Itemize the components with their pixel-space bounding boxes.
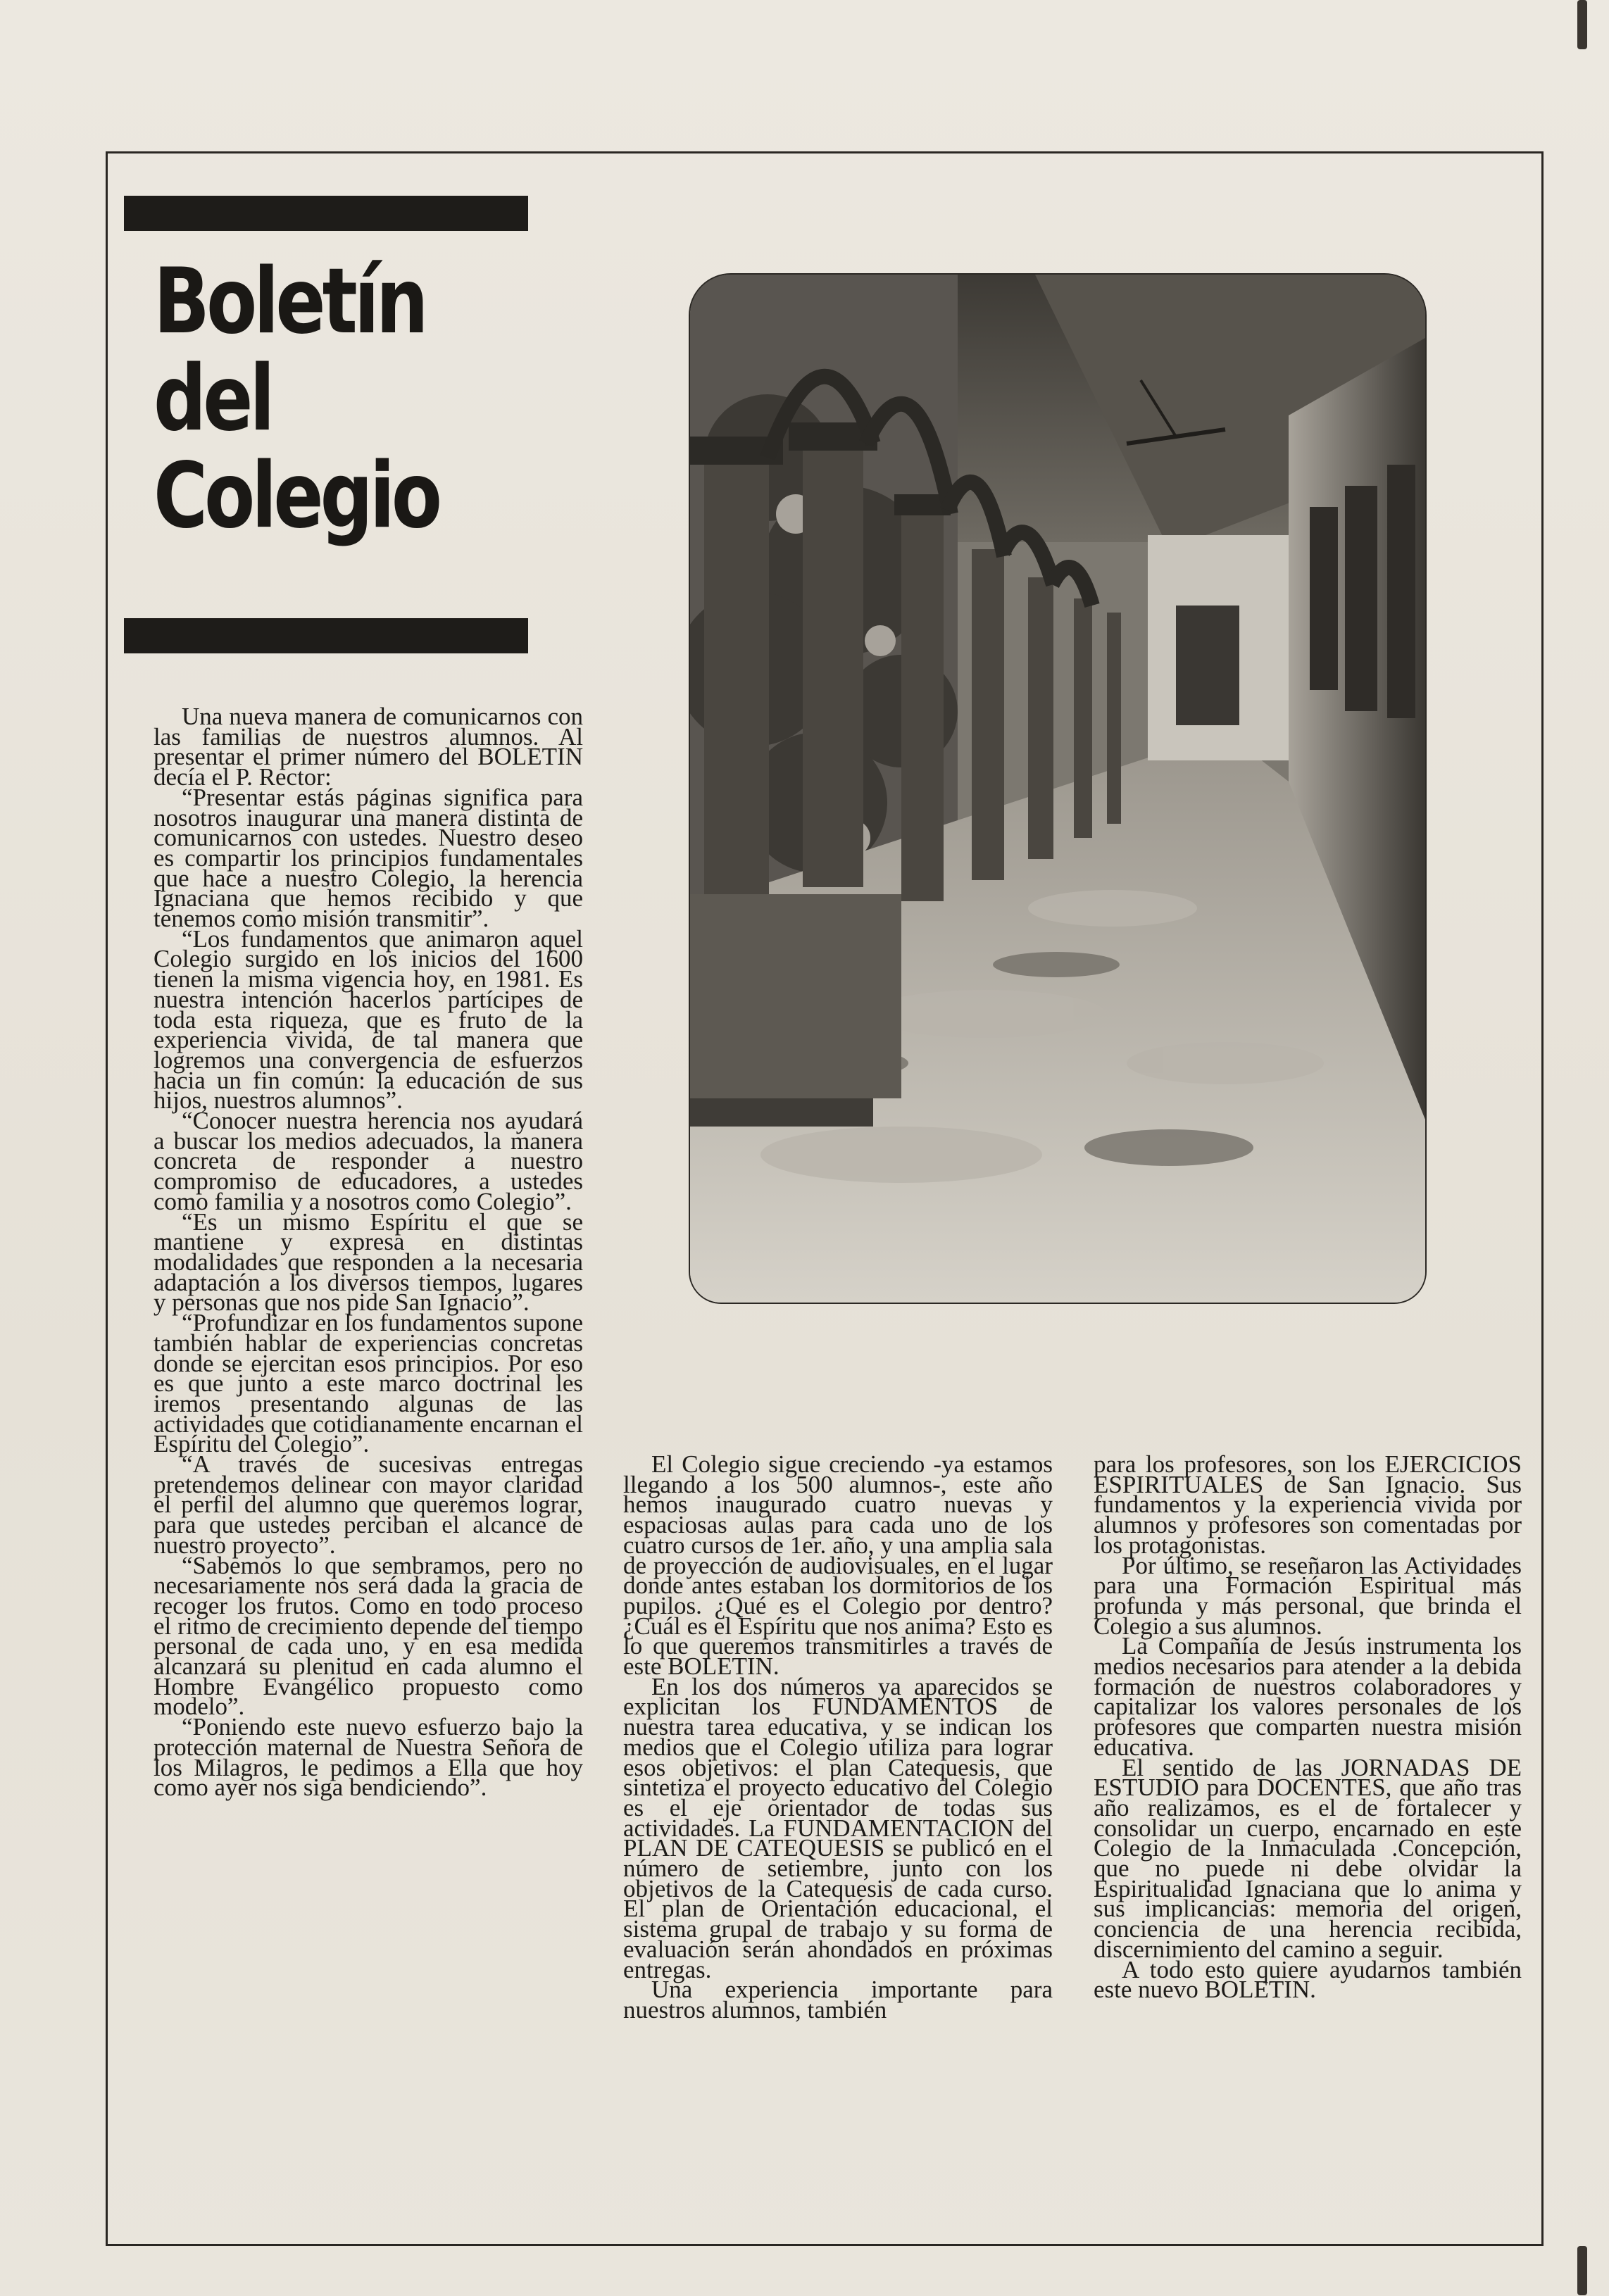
paragraph: Por último, se reseñaron las Actividades para una Formación Espiritual más profunda y más personal, que brinda el Colegio a sus alumnos. xyxy=(1094,1551,1522,1640)
paragraph: El Colegio sigue creciendo -ya estamos llegando a los 500 alumnos-, este año hemos inaugurado cuatro nuevas y espaciosas aulas para cada uno de los cuatro cursos de 1er. año, y una amplia sala de proyección de audiovisuales, en el lugar donde antes estaban los dormitorios de los pupilos. ¿Qué es el Colegio por dentro? ¿Cuál es el Espíritu que nos anima? Esto es lo que queremos transmitirles a través de este BOLETIN. xyxy=(623,1450,1053,1681)
paragraph: “Conocer nuestra herencia nos ayudará a buscar los medios adecuados, la manera concreta de responder a nuestro compromiso de educadores, a ustedes como familia y a nosotros como Colegio”. xyxy=(154,1107,583,1215)
paragraph: “Sabemos lo que sembramos, pero no necesariamente nos será dada la gracia de recoger los frutos. Como en todo proceso el ritmo de crecimiento depende del tiempo personal de cada uno, y en esa medida alcanzará su plenitud en cada alumno el Hombre Evangélico propuesto como modelo”. xyxy=(154,1551,583,1721)
paragraph: para los profesores, son los EJERCICIOS ESPIRITUALES de San Ignacio. Sus fundamentos y la experiencia vivida por alumnos y profesores son comentadas por los protagonistas. xyxy=(1094,1450,1522,1559)
paragraph: “Presentar estás páginas significa para nosotros inaugurar una manera distinta de comunicarnos con ustedes. Nuestro deseo es compartir los principios fundamentales que hace a nuestro Colegio, la herencia Ignaciana que hemos recibido y que tenemos como misión transmitir”. xyxy=(154,783,583,933)
paragraph: “Los fundamentos que animaron aquel Colegio surgido en los inicios del 1600 tienen la misma vigencia hoy, en 1981. Es nuestra intención hacerlos partícipes de toda esta riqueza, que es fruto de la experiencia vivida, de tal manera que logremos una convergencia de esfuerzos hacia un fin común: la educación de sus hijos, nuestros alumnos”. xyxy=(154,924,583,1115)
masthead-title xyxy=(154,249,453,548)
staple-mark xyxy=(1577,2246,1587,2295)
title-top-bar xyxy=(124,196,528,231)
paragraph: “Es un mismo Espíritu el que se mantiene y expresa en distintas modalidades que responden a la necesaria adaptación a los diversos tiempos, lugares y personas que nos pide San Ignacio”. xyxy=(154,1207,583,1317)
title-line-2: del xyxy=(154,346,272,451)
staple-mark xyxy=(1577,0,1587,49)
article-column-3 xyxy=(1094,1450,1522,2004)
title-line-3: Colegio xyxy=(154,444,439,548)
paragraph: Una nueva manera de comunicarnos con las familias de nuestros alumnos. Al presentar el primer número del BOLETIN decía el P. Rector: xyxy=(154,703,583,791)
paragraph: El sentido de las JORNADAS DE ESTUDIO para DOCENTES, que año tras año realizamos, es el de fortalecer y consolidar un cuerpo, encarnado en este Colegio de la Inmaculada .Concepción, que no puede ni debe olvidar la Espiritualidad Ignaciana que lo anima y sus implicancias: memoria del origen, conciencia de una herencia recibida, discernimiento del camino a seguir. xyxy=(1094,1753,1522,1963)
arcade-corridor-photo xyxy=(689,273,1427,1304)
article-column-2 xyxy=(623,1450,1053,2024)
paragraph: La Compañía de Jesús instrumenta los medios necesarios para atender a la debida formación de nuestros colaboradores y capitalizar los valores personales de los profesores que comparten nuestra misión educativa. xyxy=(1094,1632,1522,1761)
title-line-1: Boletín xyxy=(154,249,425,354)
paragraph: Una experiencia importante para nuestros alumnos, también xyxy=(623,1976,1053,2024)
paragraph: “A través de sucesivas entregas pretendemos delinear con mayor claridad el perfil del alumno que queremos lograr, para que ustedes perciban el alcance de nuestro proyecto”. xyxy=(154,1450,583,1559)
paragraph: “Poniendo este nuevo esfuerzo bajo la protección maternal de Nuestra Señora de los Milagros, le pedimos a Ella que hoy como ayer nos siga bendiciendo”. xyxy=(154,1713,583,1802)
article-column-1 xyxy=(154,703,583,1802)
paragraph: A todo esto quiere ayudarnos también este nuevo BOLETIN. xyxy=(1094,1955,1522,2004)
paragraph: En los dos números ya aparecidos se explicitan los FUNDAMENTOS de nuestra tarea educativa, y se indican los medios que el Colegio utiliza para lograr esos objetivos: el plan Catequesis, que sintetiza el proyecto educativo del Colegio es el eje orientador de todas sus actividades. La FUNDAMENTACION del PLAN DE CATEQUESIS se publicó en el número de setiembre, junto con los objetivos de la Catequesis de cada curso. El plan de Orientación educacional, el sistema grupal de trabajo y su forma de evaluación serán ahondados en próximas entregas. xyxy=(623,1672,1053,1983)
title-bottom-bar xyxy=(124,618,528,653)
paragraph: “Profundizar en los fundamentos supone también hablar de experiencias concretas donde se ejercitan esos principios. Por eso es que junto a este marco doctrinal les iremos presentando algunas de las actividades que cotidianamente encarnan el Espíritu del Colegio”. xyxy=(154,1309,583,1458)
